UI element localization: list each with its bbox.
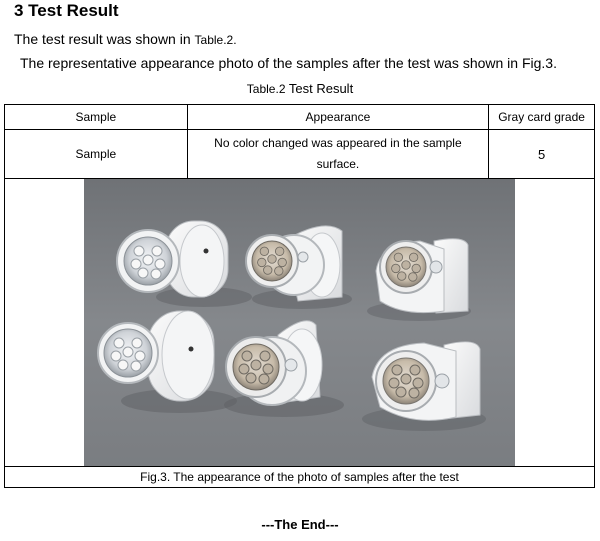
- table-caption-ref: Table.2: [246, 82, 286, 96]
- figure-cell: [5, 179, 595, 467]
- table-row: [5, 130, 595, 179]
- header-gray-card-grade: Gray card grade: [489, 105, 595, 130]
- figure-caption: Fig.3. The appearance of the photo of samples after the test: [5, 467, 595, 488]
- section-title: 3 Test Result: [14, 1, 119, 20]
- header-sample: Sample: [5, 105, 188, 130]
- table-header-row: [5, 105, 595, 130]
- figure-row: [5, 179, 595, 467]
- paragraph-photo-description: The representative appearance photo of the samples after the test was shown in Fig.3.: [20, 55, 557, 71]
- end-marker: ---The End---: [261, 517, 339, 532]
- cell-appearance: [187, 130, 488, 179]
- table-reference: Table.2.: [194, 33, 237, 47]
- header-appearance: Appearance: [187, 105, 488, 130]
- appearance-line-1: No color changed was appeared in the sample: [214, 136, 462, 150]
- test-result-table: [4, 104, 595, 488]
- cell-sample: Sample: [5, 130, 188, 179]
- sample-light-2: [246, 226, 352, 309]
- table-caption: [0, 81, 600, 96]
- samples-photo: [84, 179, 515, 466]
- appearance-line-2: surface.: [316, 157, 360, 171]
- paragraph-text: The test result was shown in: [14, 31, 195, 47]
- table-caption-title: Test Result: [285, 81, 354, 96]
- figure-caption-row: [5, 467, 595, 488]
- cell-gray-card-grade: 5: [489, 130, 595, 179]
- paragraph-test-result: [14, 31, 237, 47]
